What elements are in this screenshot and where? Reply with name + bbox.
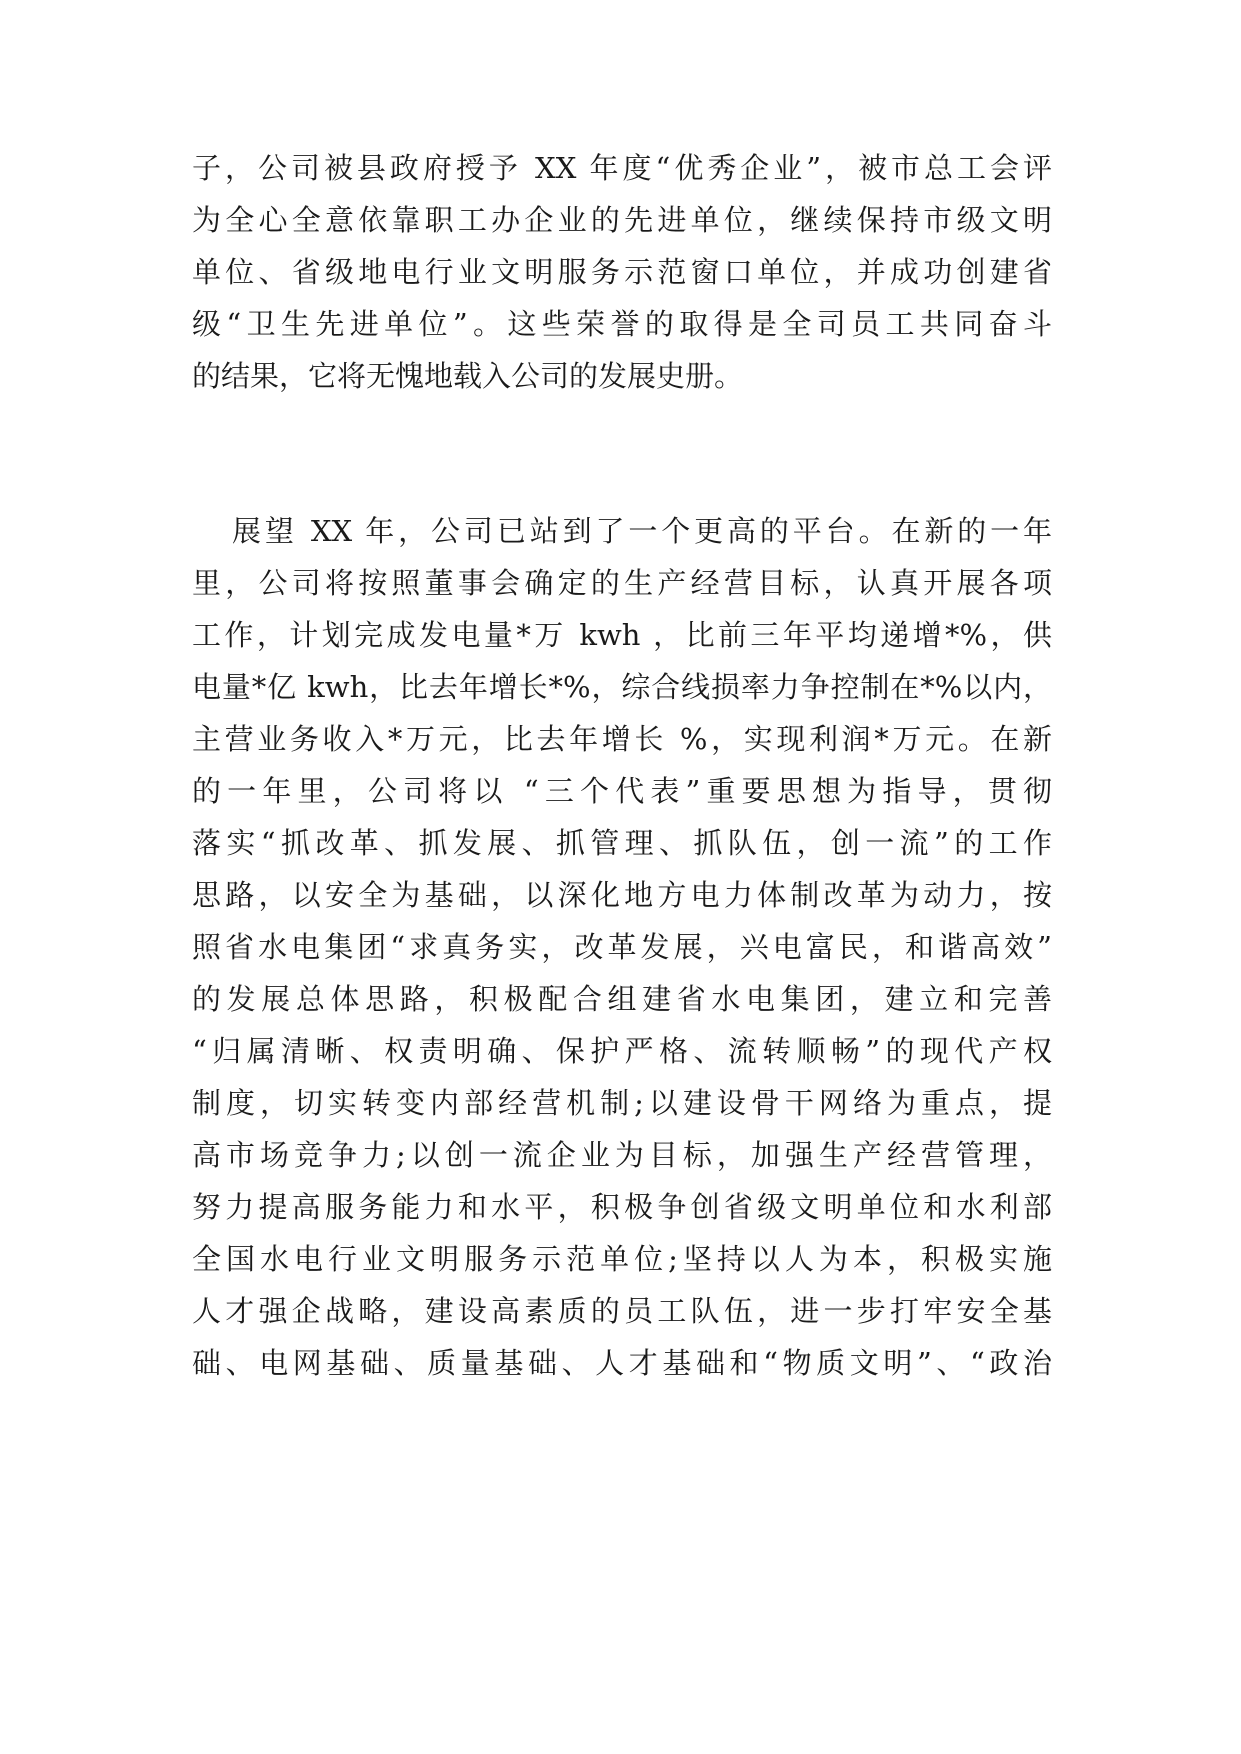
paragraph-1-line-2: 为全心全意依靠职工办企业的先进单位，继续保持市级文明 — [192, 203, 1052, 237]
paragraph-1-line-1: 子，公司被县政府授予 XX 年度“优秀企业”，被市总工会评 — [192, 151, 1052, 185]
paragraph-2-line-7: 落实“抓改革、抓发展、抓管理、抓队伍，创一流”的工作 — [192, 826, 1052, 860]
paragraph-2-line-4: 电量*亿 kwh，比去年增长*%，综合线损率力争控制在*%以内， — [192, 670, 1052, 704]
paragraph-2-line-12: 制度，切实转变内部经营机制;以建设骨干网络为重点，提 — [192, 1086, 1052, 1120]
paragraph-2-line-17: 础、电网基础、质量基础、人才基础和“物质文明”、“政治 — [192, 1346, 1052, 1380]
paragraph-1-line-3: 单位、省级地电行业文明服务示范窗口单位，并成功创建省 — [192, 255, 1052, 289]
paragraph-2-line-10: 的发展总体思路，积极配合组建省水电集团，建立和完善 — [192, 982, 1052, 1016]
paragraph-2-line-9: 照省水电集团“求真务实，改革发展，兴电富民，和谐高效” — [192, 930, 1052, 964]
paragraph-2-line-6: 的一年里，公司将以 “三个代表”重要思想为指导，贯彻 — [192, 774, 1052, 808]
paragraph-2-line-11: “归属清晰、权责明确、保护严格、流转顺畅”的现代产权 — [192, 1034, 1052, 1068]
paragraph-2-line-13: 高市场竞争力;以创一流企业为目标，加强生产经营管理， — [192, 1138, 1052, 1172]
paragraph-2-line-3: 工作，计划完成发电量*万 kwh ，比前三年平均递增*%，供 — [192, 618, 1052, 652]
paragraph-1-line-5: 的结果，它将无愧地载入公司的发展史册。 — [192, 359, 744, 393]
paragraph-2-line-8: 思路，以安全为基础，以深化地方电力体制改革为动力，按 — [192, 878, 1052, 912]
paragraph-2-line-14: 努力提高服务能力和水平，积极争创省级文明单位和水利部 — [192, 1190, 1052, 1224]
paragraph-2-line-1: 展望 XX 年，公司已站到了一个更高的平台。在新的一年 — [232, 514, 1052, 548]
paragraph-2-line-15: 全国水电行业文明服务示范单位;坚持以人为本，积极实施 — [192, 1242, 1052, 1276]
paragraph-2-line-5: 主营业务收入*万元，比去年增长 %，实现利润*万元。在新 — [192, 722, 1052, 756]
paragraph-1-line-4: 级“卫生先进单位”。这些荣誉的取得是全司员工共同奋斗 — [192, 307, 1052, 341]
paragraph-2-line-16: 人才强企战略，建设高素质的员工队伍，进一步打牢安全基 — [192, 1294, 1052, 1328]
paragraph-2-line-2: 里，公司将按照董事会确定的生产经营目标，认真开展各项 — [192, 566, 1052, 600]
